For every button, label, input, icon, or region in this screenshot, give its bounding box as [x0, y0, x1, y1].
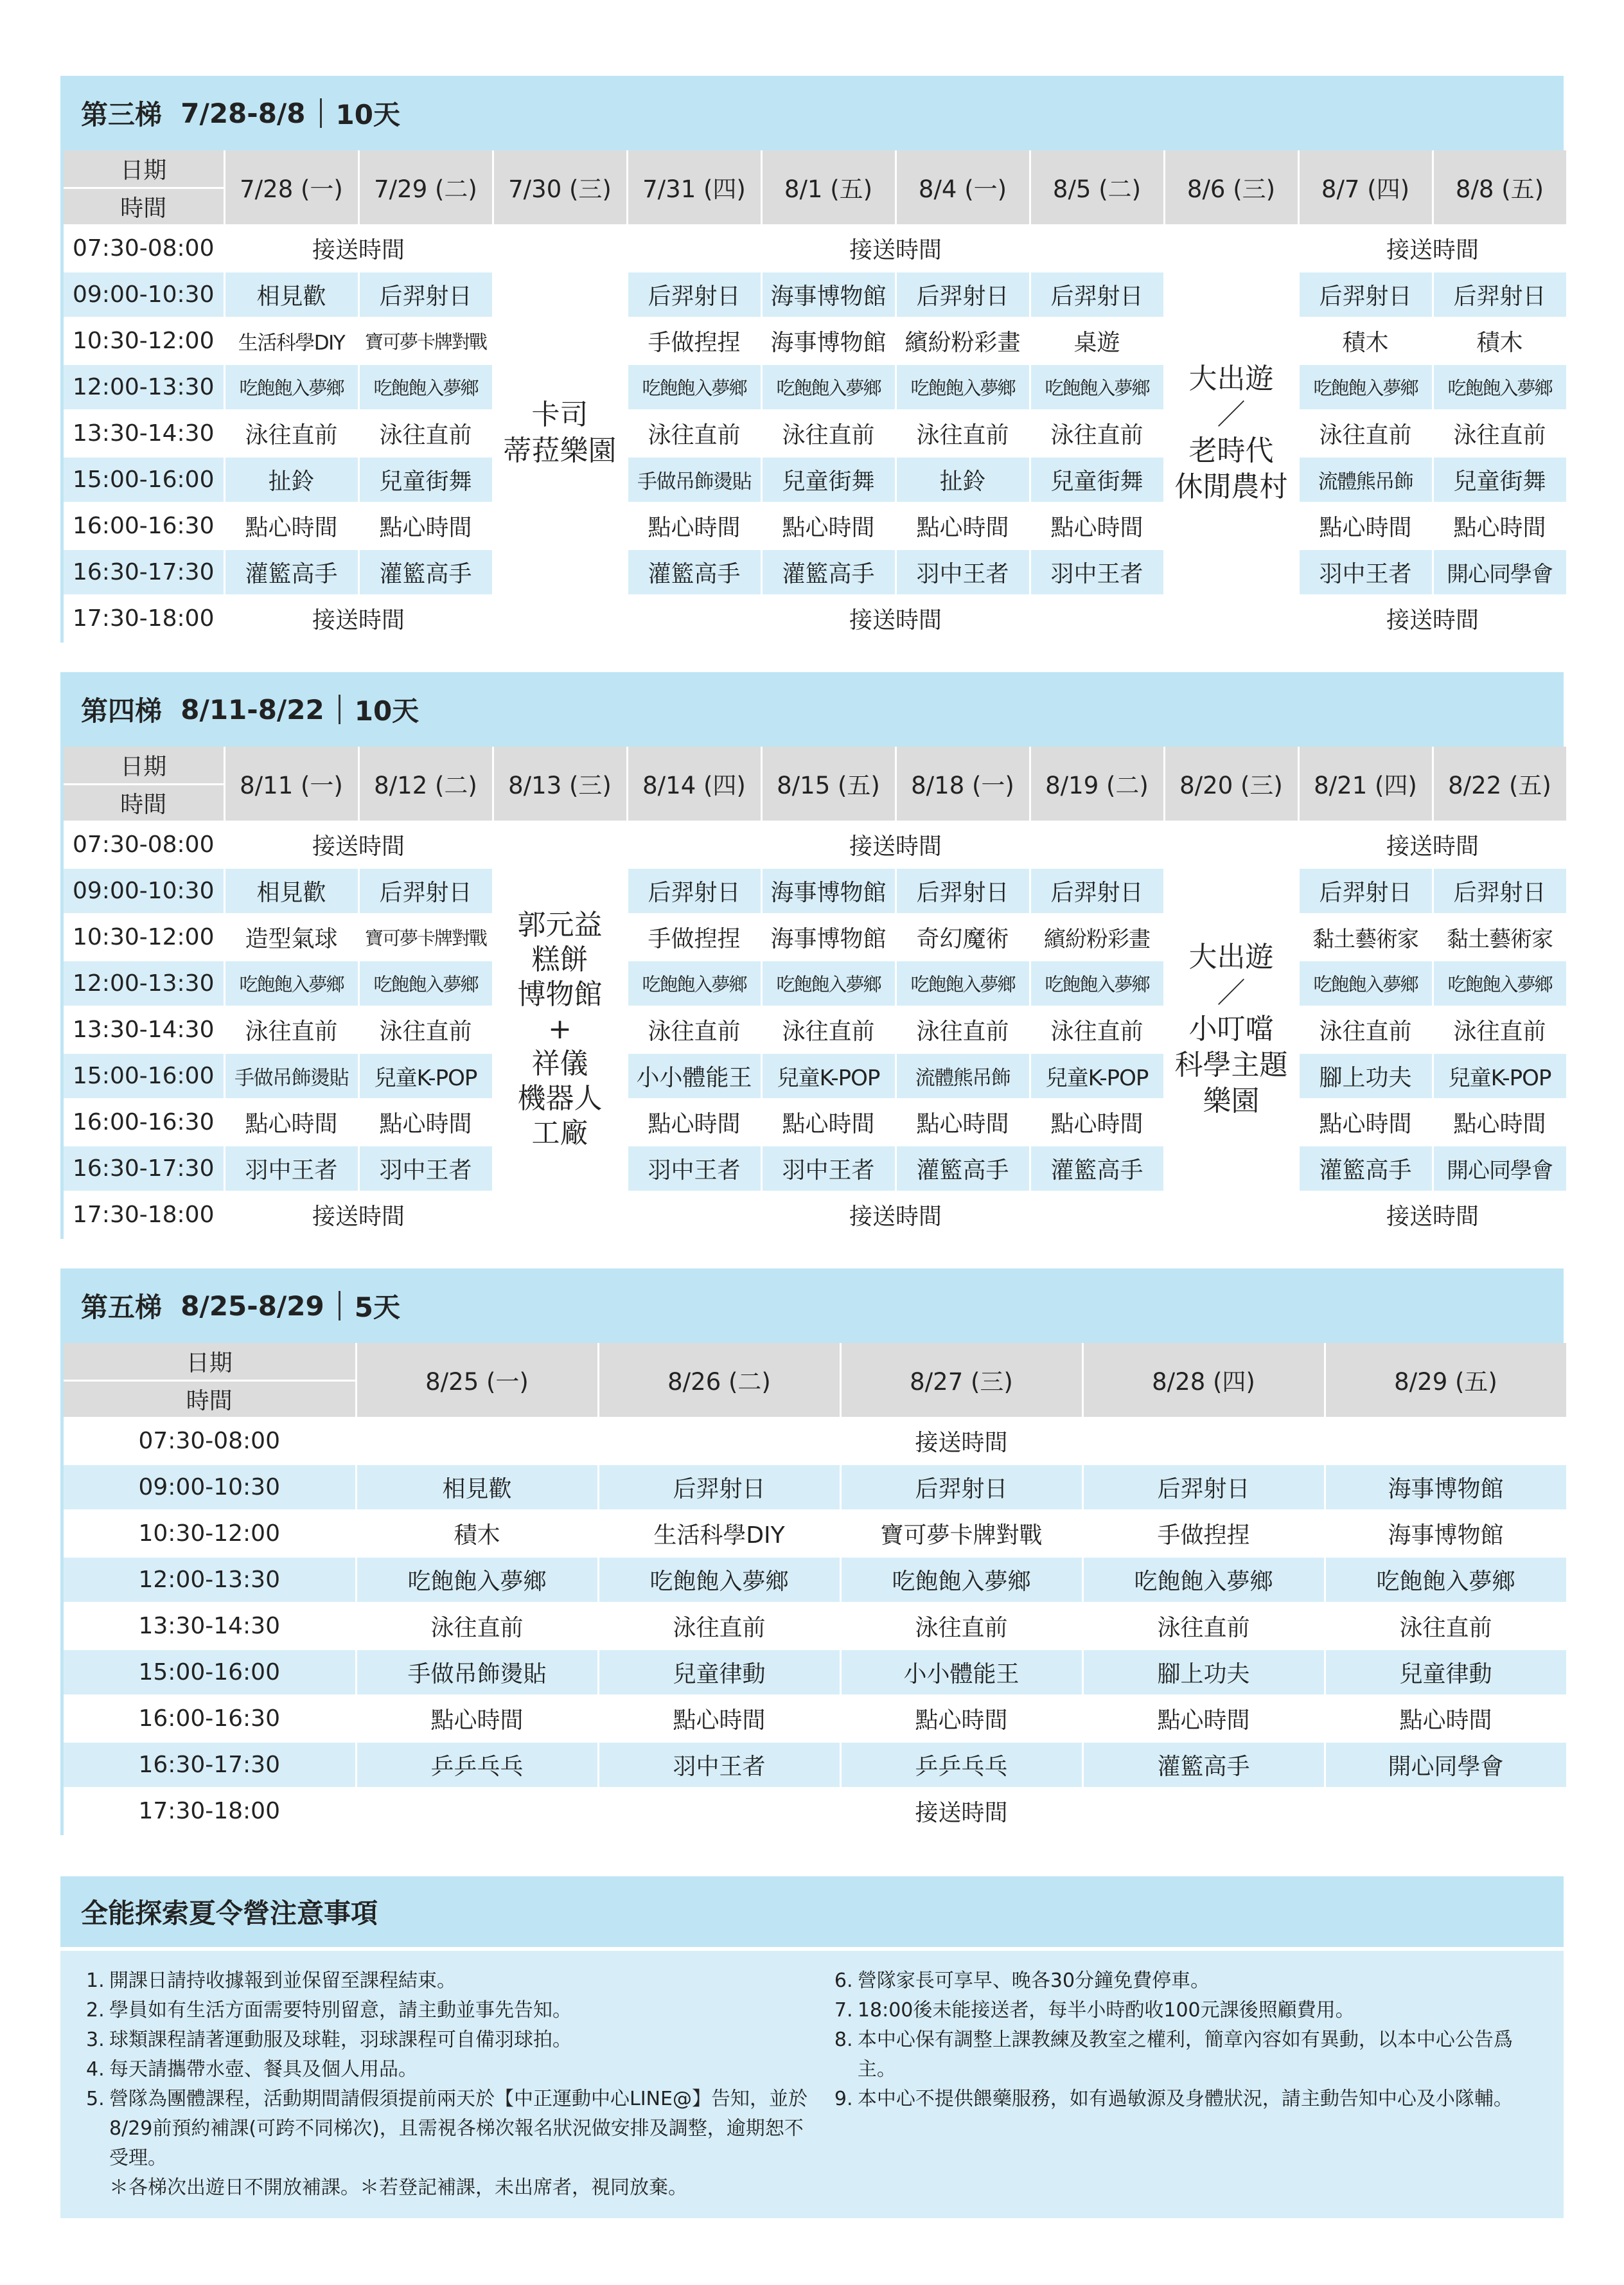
activity-cell: 海事博物館 — [761, 867, 896, 914]
date-header: 8/13 (三) — [493, 747, 627, 821]
activity-cell: 羽中王者 — [358, 1145, 493, 1191]
activity-cell: 桌遊 — [1030, 317, 1164, 364]
date-header: 8/14 (四) — [627, 747, 761, 821]
activity-cell: 點心時間 — [1433, 1099, 1567, 1145]
activity-cell: 后羿射日 — [1298, 867, 1433, 914]
activity-cell: 泳往直前 — [896, 410, 1030, 456]
note-item: 1. 開課日請持收據報到並保留至課程結束。 — [86, 1969, 456, 1992]
activity-cell: 泳往直前 — [1433, 410, 1567, 456]
transfer-cell: 接送時間 — [224, 225, 493, 271]
activity-cell: 泳往直前 — [1433, 1006, 1567, 1053]
activity-cell: 后羿射日 — [1298, 271, 1433, 317]
week4-name: 第四梯 — [81, 695, 163, 727]
week3-name: 第三梯 — [81, 99, 163, 130]
activity-cell: 后羿射日 — [1030, 867, 1164, 914]
activity-cell: 灌籃高手 — [1030, 1145, 1164, 1191]
time-slot: 09:00-10:30 — [64, 867, 224, 914]
activity-cell: 海事博物館 — [1325, 1464, 1567, 1510]
week5-name: 第五梯 — [81, 1292, 163, 1323]
time-slot: 12:00-13:30 — [64, 960, 224, 1006]
time-slot: 15:00-16:00 — [64, 1053, 224, 1099]
activity-cell: 點心時間 — [1030, 1099, 1164, 1145]
activity-cell: 后羿射日 — [1082, 1464, 1325, 1510]
activity-cell: 吃飽飽入夢鄉 — [224, 364, 358, 410]
activity-cell: 點心時間 — [761, 502, 896, 549]
activity-cell: 吃飽飽入夢鄉 — [224, 960, 358, 1006]
activity-cell: 兒童街舞 — [1030, 456, 1164, 502]
date-header: 8/12 (二) — [358, 747, 493, 821]
time-slot: 10:30-12:00 — [64, 1510, 356, 1556]
divider — [320, 98, 322, 128]
activity-cell: 羽中王者 — [761, 1145, 896, 1191]
time-slot: 15:00-16:00 — [64, 456, 224, 502]
activity-cell: 灌籃高手 — [224, 549, 358, 595]
activity-cell: 點心時間 — [1298, 1099, 1433, 1145]
date-header: 8/6 (三) — [1164, 150, 1298, 225]
activity-cell: 灌籃高手 — [627, 549, 761, 595]
date-label: 日期 — [64, 747, 224, 784]
notes-left-column — [86, 1966, 815, 2218]
activity-cell: 海事博物館 — [761, 914, 896, 960]
week5-range: 8/25-8/29 — [181, 1290, 324, 1322]
date-header: 8/5 (二) — [1030, 150, 1164, 225]
activity-cell: 積木 — [1298, 317, 1433, 364]
activity-cell: 小小體能王 — [627, 1053, 761, 1099]
activity-cell: 海事博物館 — [761, 317, 896, 364]
activity-cell: 吃飽飽入夢鄉 — [627, 364, 761, 410]
activity-cell: 奇幻魔術 — [896, 914, 1030, 960]
activity-cell: 繽紛粉彩畫 — [896, 317, 1030, 364]
activity-cell: 泳往直前 — [1030, 1006, 1164, 1053]
note-item: 3. 球類課程請著運動服及球鞋，羽球課程可自備羽球拍。 — [86, 2029, 572, 2051]
notes-title — [60, 1876, 1564, 1947]
activity-cell: 灌籃高手 — [1082, 1741, 1325, 1788]
week3-header — [60, 76, 1564, 150]
activity-cell: 黏土藝術家 — [1298, 914, 1433, 960]
activity-cell: 點心時間 — [598, 1695, 840, 1741]
activity-cell: 吃飽飽入夢鄉 — [1298, 364, 1433, 410]
activity-cell: 手做吊飾燙貼 — [627, 456, 761, 502]
date-header: 8/8 (五) — [1433, 150, 1567, 225]
date-header: 8/27 (三) — [840, 1343, 1082, 1418]
activity-cell: 泳往直前 — [840, 1603, 1082, 1649]
date-header: 8/1 (五) — [761, 150, 896, 225]
activity-cell: 后羿射日 — [1433, 271, 1567, 317]
time-slot: 09:00-10:30 — [64, 1464, 356, 1510]
week5-section — [60, 1268, 1564, 1835]
date-header: 7/31 (四) — [627, 150, 761, 225]
activity-cell: 點心時間 — [1325, 1695, 1567, 1741]
time-slot: 12:00-13:30 — [64, 364, 224, 410]
week4-section — [60, 672, 1564, 1239]
time-slot: 13:30-14:30 — [64, 1603, 356, 1649]
activity-cell: 乒乒乓乓 — [840, 1741, 1082, 1788]
date-header: 8/18 (一) — [896, 747, 1030, 821]
date-header: 8/7 (四) — [1298, 150, 1433, 225]
transfer-cell: 接送時間 — [1298, 1191, 1567, 1238]
week5-header — [60, 1268, 1564, 1343]
transfer-cell: 接送時間 — [224, 821, 493, 867]
activity-cell: 相見歡 — [356, 1464, 598, 1510]
week3-days: 10天 — [335, 99, 400, 130]
time-label: 時間 — [64, 784, 224, 821]
time-slot: 07:30-08:00 — [64, 821, 224, 867]
date-header: 8/28 (四) — [1082, 1343, 1325, 1418]
activity-cell: 點心時間 — [1298, 502, 1433, 549]
time-slot: 09:00-10:30 — [64, 271, 224, 317]
activity-cell: 點心時間 — [1433, 502, 1567, 549]
date-header: 8/19 (二) — [1030, 747, 1164, 821]
activity-cell: 吃飽飽入夢鄉 — [598, 1556, 840, 1603]
activity-cell: 后羿射日 — [627, 271, 761, 317]
time-slot: 17:30-18:00 — [64, 595, 224, 641]
time-slot: 07:30-08:00 — [64, 225, 224, 271]
time-slot: 10:30-12:00 — [64, 914, 224, 960]
activity-cell: 兒童律動 — [598, 1649, 840, 1695]
date-header: 7/29 (二) — [358, 150, 493, 225]
activity-cell: 腳上功夫 — [1082, 1649, 1325, 1695]
transfer-cell: 接送時間 — [627, 821, 1164, 867]
transfer-cell: 接送時間 — [1298, 595, 1567, 641]
activity-cell: 吃飽飽入夢鄉 — [358, 960, 493, 1006]
activity-cell: 羽中王者 — [896, 549, 1030, 595]
activity-cell: 寶可夢卡牌對戰 — [358, 914, 493, 960]
activity-cell: 后羿射日 — [627, 867, 761, 914]
date-header: 8/25 (一) — [356, 1343, 598, 1418]
date-header: 8/15 (五) — [761, 747, 896, 821]
activity-cell: 兒童街舞 — [761, 456, 896, 502]
activity-cell: 黏土藝術家 — [1433, 914, 1567, 960]
note-item: 6. 營隊家長可享早、晚各30分鐘免費停車。 — [834, 1969, 1210, 1992]
activity-cell: 泳往直前 — [896, 1006, 1030, 1053]
activity-cell: 泳往直前 — [356, 1603, 598, 1649]
activity-cell: 泳往直前 — [224, 410, 358, 456]
activity-cell: 繽紛粉彩畫 — [1030, 914, 1164, 960]
activity-cell: 點心時間 — [358, 502, 493, 549]
time-slot: 07:30-08:00 — [64, 1418, 356, 1464]
activity-cell: 吃飽飽入夢鄉 — [1325, 1556, 1567, 1603]
activity-cell: 生活科學DIY — [224, 317, 358, 364]
activity-cell: 吃飽飽入夢鄉 — [1030, 364, 1164, 410]
activity-cell: 灌籃高手 — [761, 549, 896, 595]
transfer-cell: 接送時間 — [224, 1191, 493, 1238]
activity-cell: 開心同學會 — [1433, 549, 1567, 595]
date-label: 日期 — [64, 1343, 356, 1380]
time-slot: 10:30-12:00 — [64, 317, 224, 364]
activity-cell: 后羿射日 — [358, 271, 493, 317]
activity-cell: 泳往直前 — [627, 1006, 761, 1053]
time-slot: 16:00-16:30 — [64, 1695, 356, 1741]
activity-cell: 吃飽飽入夢鄉 — [896, 960, 1030, 1006]
time-slot: 16:30-17:30 — [64, 549, 224, 595]
activity-cell: 點心時間 — [761, 1099, 896, 1145]
date-header: 8/21 (四) — [1298, 747, 1433, 821]
activity-cell: 兒童街舞 — [358, 456, 493, 502]
transfer-cell: 接送時間 — [356, 1788, 1567, 1834]
week4-days: 10天 — [354, 695, 419, 727]
activity-cell: 泳往直前 — [358, 1006, 493, 1053]
outing-cell: 大出遊 ／ 小叮噹 科學主題 樂園 — [1164, 821, 1298, 1238]
activity-cell: 流體熊吊飾 — [896, 1053, 1030, 1099]
activity-cell: 泳往直前 — [1325, 1603, 1567, 1649]
note-item: 8. 本中心保有調整上課教練及教室之權利，簡章內容如有異動，以本中心公告爲主。 — [834, 2029, 1513, 2081]
notes-right-column — [815, 1966, 1538, 2218]
time-label: 時間 — [64, 188, 224, 225]
note-footnote: ＊各梯次出遊日不開放補課。＊若登記補課，未出席者，視同放棄。 — [109, 2176, 687, 2199]
time-slot: 16:30-17:30 — [64, 1145, 224, 1191]
transfer-cell: 接送時間 — [627, 595, 1164, 641]
time-slot: 13:30-14:30 — [64, 1006, 224, 1053]
activity-cell: 手做揑捏 — [1082, 1510, 1325, 1556]
activity-cell: 點心時間 — [896, 502, 1030, 549]
activity-cell: 兒童律動 — [1325, 1649, 1567, 1695]
activity-cell: 泳往直前 — [761, 410, 896, 456]
date-header: 8/4 (一) — [896, 150, 1030, 225]
activity-cell: 點心時間 — [224, 1099, 358, 1145]
week3-table — [64, 150, 1568, 643]
activity-cell: 后羿射日 — [896, 271, 1030, 317]
activity-cell: 積木 — [1433, 317, 1567, 364]
outing-cell: 郭元益 糕餅 博物館 + 祥儀 機器人 工廠 — [493, 821, 627, 1238]
activity-cell: 吃飽飽入夢鄉 — [356, 1556, 598, 1603]
activity-cell: 泳往直前 — [1298, 1006, 1433, 1053]
week4-header — [60, 672, 1564, 747]
activity-cell: 造型氣球 — [224, 914, 358, 960]
activity-cell: 腳上功夫 — [1298, 1053, 1433, 1099]
week4-table — [64, 747, 1568, 1239]
activity-cell: 泳往直前 — [761, 1006, 896, 1053]
activity-cell: 手做揑捏 — [627, 914, 761, 960]
activity-cell: 吃飽飽入夢鄉 — [896, 364, 1030, 410]
activity-cell: 羽中王者 — [1030, 549, 1164, 595]
week3-range: 7/28-8/8 — [181, 97, 306, 129]
date-header: 8/26 (二) — [598, 1343, 840, 1418]
activity-cell: 后羿射日 — [1030, 271, 1164, 317]
activity-cell: 后羿射日 — [358, 867, 493, 914]
date-header: 7/28 (一) — [224, 150, 358, 225]
activity-cell: 羽中王者 — [627, 1145, 761, 1191]
week5-days: 5天 — [354, 1292, 400, 1323]
notes-title-text: 全能探索夏令營注意事項 — [81, 1898, 378, 1929]
transfer-cell: 接送時間 — [627, 225, 1164, 271]
activity-cell: 乒乒乓乓 — [356, 1741, 598, 1788]
note-item: 9. 本中心不提供餵藥服務，如有過敏源及身體狀況，請主動告知中心及小隊輔。 — [834, 2088, 1513, 2110]
activity-cell: 灌籃高手 — [1298, 1145, 1433, 1191]
activity-cell: 寶可夢卡牌對戰 — [840, 1510, 1082, 1556]
date-label: 日期 — [64, 150, 224, 188]
outing-cell: 大出遊 ／ 老時代 休閒農村 — [1164, 225, 1298, 641]
activity-cell: 后羿射日 — [840, 1464, 1082, 1510]
activity-cell: 泳往直前 — [598, 1603, 840, 1649]
activity-cell: 兒童K-POP — [761, 1053, 896, 1099]
transfer-cell: 接送時間 — [627, 1191, 1164, 1238]
note-item: 5. 營隊為團體課程，活動期間請假須提前兩天於【中正運動中心LINE@】告知，並於8/29前預約補課(可跨不同梯次)，且需視各梯次報名狀況做安排及調整，逾期恕不受理。 — [86, 2088, 808, 2169]
activity-cell: 泳往直前 — [1030, 410, 1164, 456]
activity-cell: 吃飽飽入夢鄉 — [1433, 364, 1567, 410]
activity-cell: 流體熊吊飾 — [1298, 456, 1433, 502]
activity-cell: 寶可夢卡牌對戰 — [358, 317, 493, 364]
activity-cell: 兒童街舞 — [1433, 456, 1567, 502]
activity-cell: 灌籃高手 — [896, 1145, 1030, 1191]
activity-cell: 后羿射日 — [896, 867, 1030, 914]
activity-cell: 吃飽飽入夢鄉 — [1433, 960, 1567, 1006]
activity-cell: 點心時間 — [896, 1099, 1030, 1145]
activity-cell: 積木 — [356, 1510, 598, 1556]
activity-cell: 生活科學DIY — [598, 1510, 840, 1556]
activity-cell: 吃飽飽入夢鄉 — [1298, 960, 1433, 1006]
week4-range: 8/11-8/22 — [181, 693, 324, 725]
note-item: 2. 學員如有生活方面需要特別留意，請主動並事先告知。 — [86, 1999, 572, 2022]
activity-cell: 點心時間 — [224, 502, 358, 549]
activity-cell: 手做吊飾燙貼 — [356, 1649, 598, 1695]
activity-cell: 灌籃高手 — [358, 549, 493, 595]
activity-cell: 泳往直前 — [224, 1006, 358, 1053]
notes-body — [60, 1951, 1564, 2218]
activity-cell: 點心時間 — [840, 1695, 1082, 1741]
note-item: 4. 每天請攜帶水壺、餐具及個人用品。 — [86, 2058, 418, 2081]
date-header: 8/22 (五) — [1433, 747, 1567, 821]
divider — [339, 695, 340, 724]
activity-cell: 點心時間 — [358, 1099, 493, 1145]
activity-cell: 泳往直前 — [358, 410, 493, 456]
week3-section — [60, 76, 1564, 643]
activity-cell: 開心同學會 — [1325, 1741, 1567, 1788]
time-slot: 12:00-13:30 — [64, 1556, 356, 1603]
date-header: 8/11 (一) — [224, 747, 358, 821]
activity-cell: 海事博物館 — [761, 271, 896, 317]
activity-cell: 相見歡 — [224, 867, 358, 914]
activity-cell: 點心時間 — [1082, 1695, 1325, 1741]
time-slot: 16:00-16:30 — [64, 502, 224, 549]
activity-cell: 兒童K-POP — [1433, 1053, 1567, 1099]
activity-cell: 泳往直前 — [627, 410, 761, 456]
transfer-cell: 接送時間 — [1298, 225, 1567, 271]
activity-cell: 點心時間 — [627, 502, 761, 549]
activity-cell: 泳往直前 — [1298, 410, 1433, 456]
activity-cell: 相見歡 — [224, 271, 358, 317]
time-slot: 13:30-14:30 — [64, 410, 224, 456]
date-header: 8/29 (五) — [1325, 1343, 1567, 1418]
time-slot: 16:00-16:30 — [64, 1099, 224, 1145]
activity-cell: 兒童K-POP — [1030, 1053, 1164, 1099]
activity-cell: 吃飽飽入夢鄉 — [840, 1556, 1082, 1603]
activity-cell: 羽中王者 — [598, 1741, 840, 1788]
activity-cell: 點心時間 — [627, 1099, 761, 1145]
activity-cell: 手做吊飾燙貼 — [224, 1053, 358, 1099]
time-slot: 17:30-18:00 — [64, 1191, 224, 1238]
activity-cell: 小小體能王 — [840, 1649, 1082, 1695]
activity-cell: 羽中王者 — [224, 1145, 358, 1191]
activity-cell: 吃飽飽入夢鄉 — [1082, 1556, 1325, 1603]
transfer-cell: 接送時間 — [1298, 821, 1567, 867]
activity-cell: 羽中王者 — [1298, 549, 1433, 595]
activity-cell: 點心時間 — [1030, 502, 1164, 549]
time-slot: 16:30-17:30 — [64, 1741, 356, 1788]
time-slot: 15:00-16:00 — [64, 1649, 356, 1695]
transfer-cell: 接送時間 — [356, 1418, 1567, 1464]
activity-cell: 海事博物館 — [1325, 1510, 1567, 1556]
activity-cell: 吃飽飽入夢鄉 — [1030, 960, 1164, 1006]
activity-cell: 吃飽飽入夢鄉 — [761, 960, 896, 1006]
transfer-cell: 接送時間 — [224, 595, 493, 641]
activity-cell: 扯鈴 — [896, 456, 1030, 502]
activity-cell: 扯鈴 — [224, 456, 358, 502]
activity-cell: 吃飽飽入夢鄉 — [761, 364, 896, 410]
time-slot: 17:30-18:00 — [64, 1788, 356, 1834]
activity-cell: 后羿射日 — [598, 1464, 840, 1510]
note-item: 7. 18:00後未能接送者，每半小時酌收100元課後照顧費用。 — [834, 1999, 1355, 2022]
activity-cell: 吃飽飽入夢鄉 — [358, 364, 493, 410]
activity-cell: 吃飽飽入夢鄉 — [627, 960, 761, 1006]
time-label: 時間 — [64, 1380, 356, 1418]
activity-cell: 兒童K-POP — [358, 1053, 493, 1099]
date-header: 8/20 (三) — [1164, 747, 1298, 821]
activity-cell: 后羿射日 — [1433, 867, 1567, 914]
outing-cell: 卡司 蒂菈樂園 — [493, 225, 627, 641]
divider — [339, 1291, 340, 1320]
date-header: 7/30 (三) — [493, 150, 627, 225]
activity-cell: 泳往直前 — [1082, 1603, 1325, 1649]
activity-cell: 開心同學會 — [1433, 1145, 1567, 1191]
activity-cell: 點心時間 — [356, 1695, 598, 1741]
week5-table — [64, 1343, 1568, 1835]
activity-cell: 手做揑捏 — [627, 317, 761, 364]
